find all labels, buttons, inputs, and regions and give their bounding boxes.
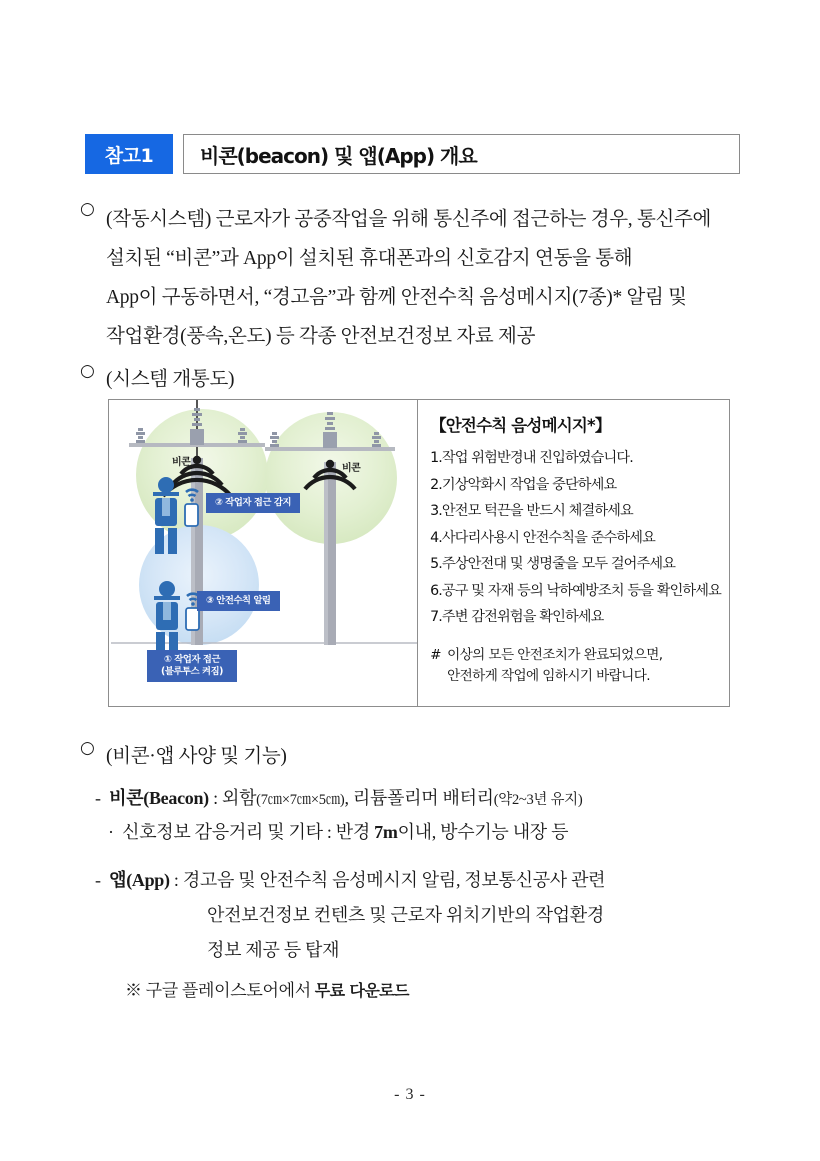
paragraph-line [80, 278, 752, 317]
subsection-spec-label: (비콘·앱 사양 및 기능) [106, 746, 287, 767]
paragraph-line [80, 200, 752, 239]
bullet-circle-icon: ○ [80, 361, 95, 381]
note-reference-mark: ※ [125, 981, 142, 1000]
paragraph-line-text: App이 구동하면서, “경고음”과 함께 안전수칙 음성메시지(7종)* 알림 및 [106, 287, 687, 308]
beacon-separator: : [208, 788, 222, 808]
voice-message-item: 7.주변 감전위험을 확인하세요 [430, 609, 604, 625]
signal-radius-value: 7m [374, 822, 398, 842]
voice-message-item: 4.사다리사용시 안전수칙을 준수하세요 [430, 529, 655, 546]
dash-marker: - [95, 870, 101, 890]
voice-message-item: 3.안전모 턱끈을 반드시 체결하세요 [430, 503, 633, 519]
note-text: 구글 플레이스토어에서 [141, 981, 315, 1000]
subsection-spec-header [80, 740, 287, 768]
footnote-line-1: 이상의 모든 안전조치가 완료되었으면, [447, 646, 663, 663]
footnote-line-2: 안전하게 작업에 임하시기 바랍니다. [447, 667, 650, 684]
dash-marker: - [95, 788, 101, 808]
beacon-battery-life: (약2~3년 유지) [493, 792, 583, 808]
callout-worker-approach-line1: ① 작업자 접근 [163, 654, 221, 665]
spec-line-signal [108, 818, 568, 844]
spec-line-app-1 [95, 866, 605, 892]
spec-line-app-3: 정보 제공 등 탑재 [207, 940, 340, 960]
footnote-hash-mark: # [430, 646, 441, 663]
beacon-term: 비콘(Beacon) [109, 788, 209, 808]
beacon-label-left: 비콘 [172, 457, 191, 468]
callout-safety-alert: ③ 안전수칙 알림 [197, 591, 280, 611]
voice-message-title: 【안전수칙 음성메시지*】 [430, 416, 611, 435]
callout-worker-detect: ② 작업자 접근 감지 [206, 493, 300, 513]
beacon-case-label: 외함 [221, 788, 257, 808]
section-header [85, 134, 740, 174]
note-highlight: 무료 다운로드 [314, 981, 409, 1000]
app-term: 앱(App) [109, 870, 170, 890]
footnote-text [447, 645, 721, 687]
bullet-circle-icon: ○ [80, 199, 95, 219]
paragraph-line-text: 작업환경(풍속,온도) 등 각종 안전보건정보 자료 제공 [106, 326, 536, 347]
voice-message-item: 2.기상악화시 작업을 중단하세요 [430, 476, 617, 493]
beacon-label-right: 비콘 [342, 463, 361, 474]
signal-text-b: 이내, 방수기능 내장 등 [397, 822, 569, 842]
dot-marker: · [108, 822, 114, 842]
page-title: 비콘(beacon) 및 앱(App) 개요 [183, 134, 740, 174]
voice-message-panel [418, 400, 729, 706]
bullet-circle-icon: ○ [80, 738, 95, 758]
paragraph-operation-system [80, 200, 752, 356]
spec-line-app-2: 안전보건정보 컨텐츠 및 근로자 위치기반의 작업환경 [207, 905, 604, 925]
page-number: - 3 - [394, 1086, 426, 1103]
paragraph-line [80, 317, 752, 356]
subsection-label: (시스템 개통도) [106, 369, 235, 390]
callout-worker-approach-line2: (블루투스 켜짐) [161, 666, 224, 677]
signal-text-a: 신호정보 감응거리 및 기타 : 반경 [122, 822, 375, 842]
paragraph-line [80, 239, 752, 278]
app-line-1-text: : 경고음 및 안전수칙 음성메시지 알림, 정보통신공사 관련 [169, 870, 606, 890]
subsection-system-diagram [80, 363, 234, 391]
spec-line-beacon [95, 784, 582, 810]
voice-message-item: 6.공구 및 자재 등의 낙하예방조치 등을 확인하세요 [430, 582, 721, 599]
voice-message-item: 5.주상안전대 및 생명줄을 모두 걸어주세요 [430, 556, 676, 572]
callout-worker-approach [147, 650, 237, 682]
spec-note-download [125, 976, 409, 1001]
beacon-case-dimensions: (7㎝×7㎝×5㎝) [256, 792, 345, 808]
voice-message-footnote [430, 645, 721, 687]
system-diagram-figure [108, 399, 730, 707]
paragraph-line-text: (작동시스템) 근로자가 공중작업을 위해 통신주에 접근하는 경우, 통신주에 [106, 209, 712, 230]
paragraph-line-text: 설치된 “비콘”과 App이 설치된 휴대폰과의 신호감지 연동을 통해 [106, 248, 633, 269]
reference-badge: 참고1 [85, 134, 173, 174]
diagram-illustration [109, 400, 418, 706]
voice-message-item: 1.작업 위험반경내 진입하였습니다. [430, 450, 633, 466]
beacon-battery-label: , 리튬폴리머 배터리 [344, 788, 494, 808]
